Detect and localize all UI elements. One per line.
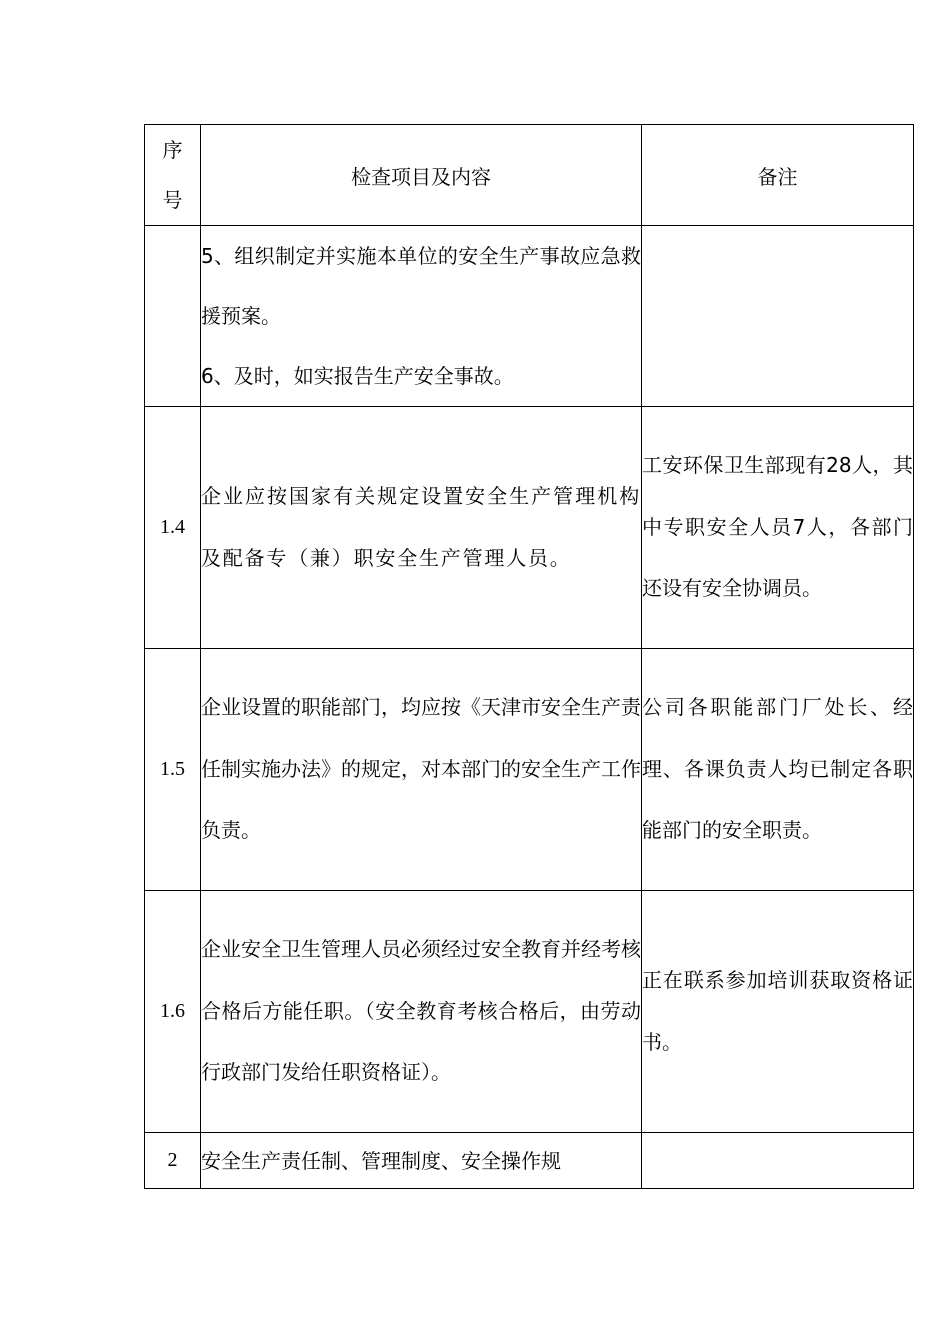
header-serial-number: [145, 125, 201, 226]
header-serial-line1: 序: [162, 138, 183, 162]
table-row: [145, 891, 914, 1133]
header-item: 检查项目及内容: [201, 125, 642, 226]
row-item: 企业安全卫生管理人员必须经过安全教育并经考核合格后方能任职。（安全教育考核合格后，由劳动行政部门发给任职资格证）。: [201, 891, 642, 1133]
table-row: [145, 1133, 914, 1189]
row-note: [642, 226, 914, 407]
row-item: 企业设置的职能部门，均应按《天津市安全生产责任制实施办法》的规定，对本部门的安全生产工作负责。: [201, 649, 642, 891]
table-header-row: [145, 125, 914, 226]
row-item-line: 6、及时，如实报告生产安全事故。: [201, 364, 514, 388]
row-number: [145, 226, 201, 407]
row-note: 工安环保卫生部现有28人，其中专职安全人员7人，各部门还设有安全协调员。: [642, 407, 914, 649]
row-note: 公司各职能部门厂处长、经理、各课负责人均已制定各职能部门的安全职责。: [642, 649, 914, 891]
table-row: [145, 407, 914, 649]
header-note: 备注: [642, 125, 914, 226]
row-number: 2: [145, 1133, 201, 1189]
row-number: 1.6: [145, 891, 201, 1133]
header-serial-line2: 号: [162, 188, 183, 212]
table-row: [145, 226, 914, 407]
row-note: 正在联系参加培训获取资格证书。: [642, 891, 914, 1133]
row-number: 1.5: [145, 649, 201, 891]
inspection-table: [144, 124, 914, 1189]
table-row: [145, 649, 914, 891]
row-item: 安全生产责任制、管理制度、安全操作规: [201, 1133, 642, 1189]
row-item: 企业应按国家有关规定设置安全生产管理机构及配备专（兼）职安全生产管理人员。: [201, 407, 642, 649]
row-note: [642, 1133, 914, 1189]
row-number: 1.4: [145, 407, 201, 649]
row-item: [201, 226, 642, 407]
row-item-line: 5、组织制定并实施本单位的安全生产事故应急救援预案。: [201, 244, 641, 328]
